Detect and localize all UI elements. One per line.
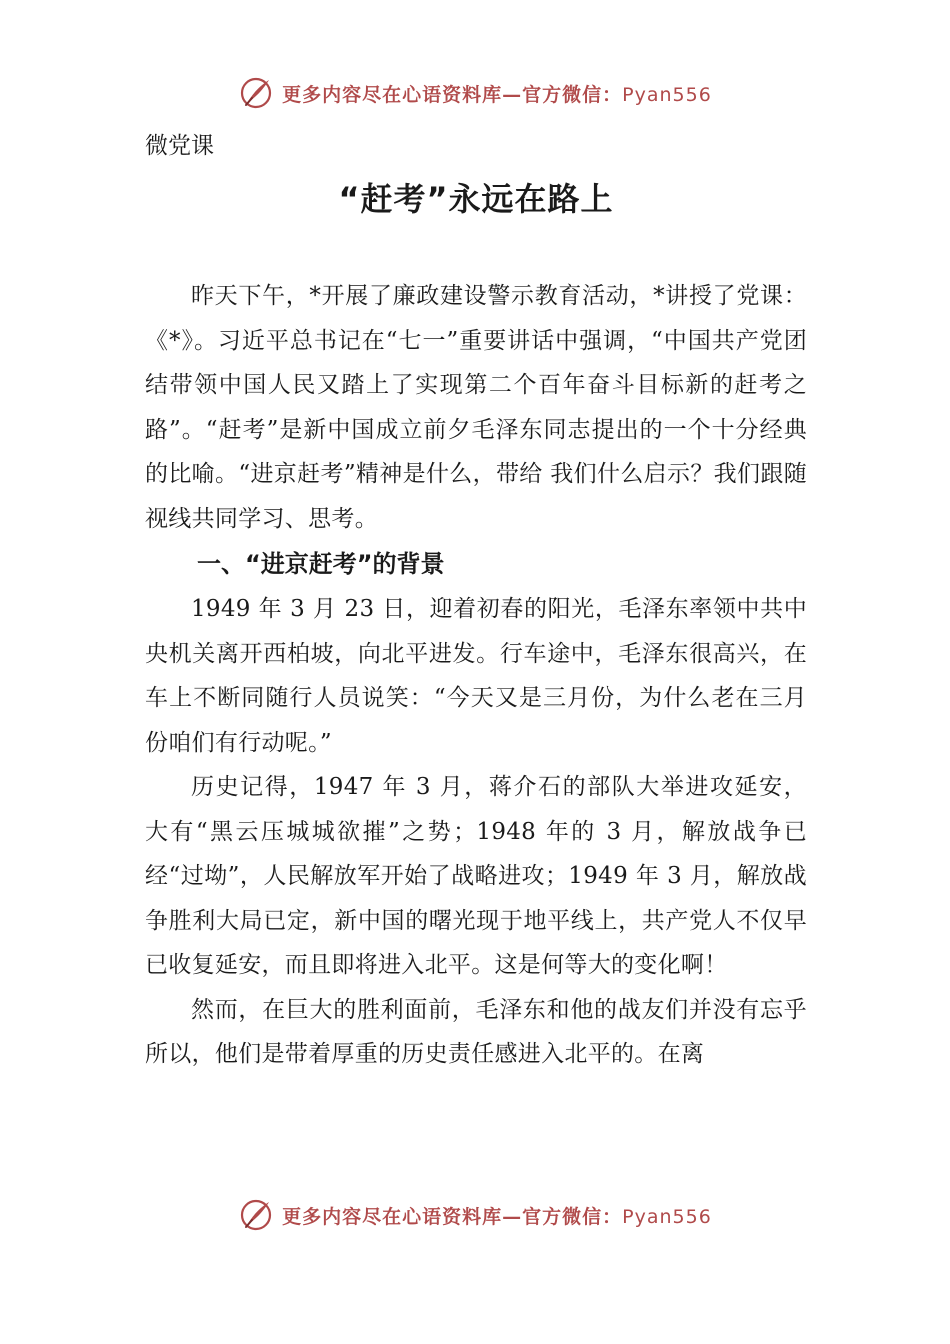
feather-pen-circle-icon — [238, 75, 274, 111]
footer-watermark — [0, 1190, 950, 1240]
feather-pen-circle-icon — [238, 1197, 274, 1233]
header-watermark — [0, 68, 950, 118]
watermark-text — [282, 80, 712, 107]
document-label: 微党课 — [145, 133, 214, 159]
watermark-wechat-id: Pyan556 — [622, 1205, 712, 1228]
watermark-wechat-id: Pyan556 — [622, 83, 712, 106]
watermark-text-cn: 更多内容尽在心语资料库—官方微信： — [282, 1205, 623, 1228]
document-title: “赶考”永远在路上 — [338, 180, 614, 218]
title-spacer — [145, 228, 807, 274]
section-paragraph-2: 历史记得，1947 年 3 月，蒋介石的部队大举进攻延安， 大有“黑云压城城欲摧”之势；1948 年的 3 月，解放战争已经“过坳”，人民解放军开始了战略进攻；1949 年 3 月，解放战争胜利大局已定，新中国的曙光现于地平线上，共产党人不仅早已收复延安，而且即将进入北平。这是何等大的变化啊！ — [145, 774, 807, 978]
intro-paragraph: 昨天下午，*开展了廉政建设警示教育活动，*讲授了党课：《*》。习近平总书记在“七一”重要讲话中强调，“中国共产党团结带领中国人民又踏上了实现第二个百年奋斗目标新的赶考之路”。“赶考”是新中国成立前夕毛泽东同志提出的一个十分经典的比喻。“进京赶考”精神是什么，带给 我们什么启示？我们跟随视线共同学习、思考。 — [145, 283, 807, 532]
section-paragraph-3: 然而，在巨大的胜利面前，毛泽东和他的战友们并没有忘乎所以，他们是带着厚重的历史责任感进入北平的。在离 — [145, 996, 807, 1067]
section-paragraph-1: 1949 年 3 月 23 日，迎着初春的阳光，毛泽东率领中共中央机关离开西柏坡，向北平进发。行车途中，毛泽东很高兴，在车上不断同随行人员说笑：“今天又是三月份，为什么老在三月份咱们有行动呢。” — [145, 596, 807, 756]
watermark-text-cn: 更多内容尽在心语资料库—官方微信： — [282, 83, 623, 106]
section-heading: 一、“进京赶考”的背景 — [197, 550, 445, 578]
document-body — [145, 122, 807, 1077]
watermark-text — [282, 1202, 712, 1229]
